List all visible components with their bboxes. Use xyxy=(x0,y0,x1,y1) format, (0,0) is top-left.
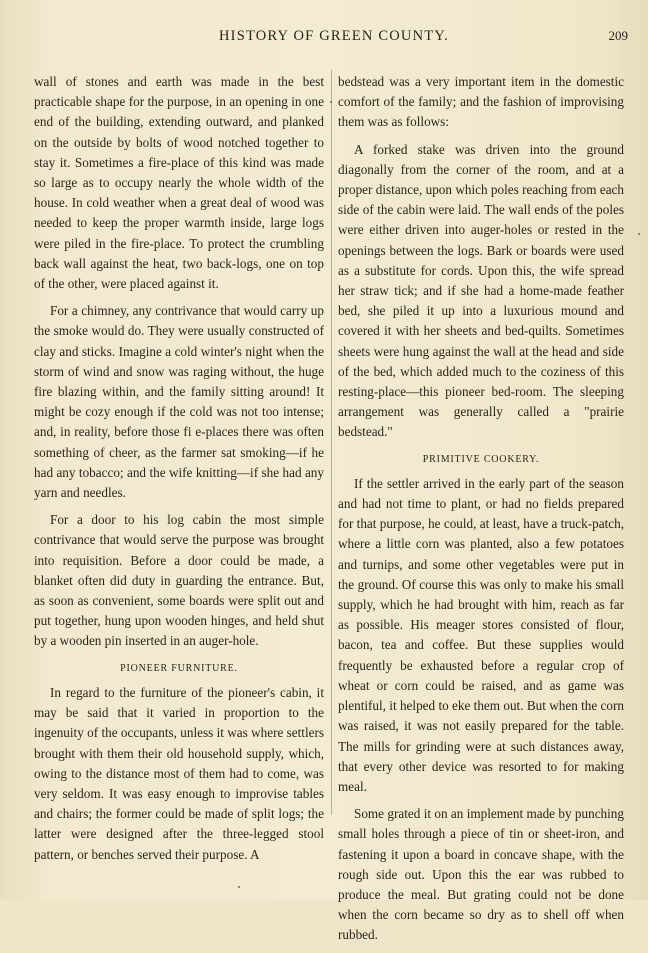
column-divider xyxy=(331,70,332,815)
section-heading-primitive-cookery: PRIMITIVE COOKERY. xyxy=(422,453,540,465)
left-column xyxy=(34,72,324,872)
print-speck xyxy=(238,886,240,888)
paragraph-bedstead-intro: bedstead was a very important item in the domestic comfort of the family; and the fashion of improvising them was as follows: xyxy=(338,74,624,130)
paragraph-prairie-bedstead: A forked stake was driven into the ground diagonally from the corner of the room, and at a proper distance, upon which poles reaching from each side of the cabin were laid. The wall ends of the poles were either driven into auger-holes or rested in the openings between the logs. Bark or boards were used as a substitute for cords. Upon this, the wife spread her straw tick; and if she had a home-made feather bed, she piled it up into a luxurious mound and covered it with her sheets and bed-quilts. Sometimes sheets were hung against the wall at the head and side of the bed, which added much to the coziness of this resting-place—this pioneer bed-room. The sleeping arrangement was generally called a "prairie bedstead." xyxy=(338,141,624,440)
right-column xyxy=(338,72,624,953)
paragraph-door: For a door to his log cabin the most simple contrivance that would serve the purpose was brought into requisition. Before a door could be made, a blanket often did duty in guarding the entrance. But, as soon as convenient, some boards were split out and put together, hung upon wooden hinges, and held shut by a wooden pin inserted in an auger-hole. xyxy=(34,512,324,649)
paragraph-fireplace: wall of stones and earth was made in the best practicable shape for the purpose, in an opening in one end of the building, extending outward, and planked on the outside by bolts of wood notched together to stay it. Sometimes a fire-place of this kind was made so large as to occupy nearly the whole width of the house. In cold weather when a great deal of wood was needed to keep the proper warmth inside, large logs were piled in the fire-place. To protect the crumbling back wall against the heat, two back-logs, one on top of the other, were placed against it. xyxy=(34,74,324,292)
print-speck xyxy=(638,233,640,235)
paragraph-truck-patch: If the settler arrived in the early part of the season and had not time to plant, or had no fields prepared for that purpose, he could, at least, have a truck-patch, where a little corn was planted, also a few potatoes and turnips, and some other vegetables were put in the ground. Of course this was only to make his small supply, which he had brought with him, reach as far as possible. His meager stores consisted of flour, bacon, tea and coffee. But these supplies would frequently be exhausted before a regular crop of wheat or corn could be raised, and as game was plentiful, it helped to eke them out. But when the corn was raised, it was not easily prepared for the table. The mills for grinding were at such distances away, that every other device was resorted to for making meal. xyxy=(338,475,624,794)
paragraph-chimney: For a chimney, any contrivance that would carry up the smoke would do. They were usually constructed of clay and sticks. Imagine a cold winter's night when the storm of wind and snow was raging without, the huge fire blazing within, and the family sitting around! It might be cozy enough if the cold was not too intense; and, in reality, before those fi e-places there was often something of cheer, as the farmer sat smoking—if he had any tobacco; and the wife knitting—if she had any yarn and needles. xyxy=(34,303,324,501)
paragraph-furniture: In regard to the furniture of the pioneer's cabin, it may be said that it varied in proportion to the ingenuity of the occupants, unless it was where settlers brought with them their old household supply, which, owing to the distance most of them had to come, was very seldom. It was easy enough to improvise tables and chairs; the former could be made of split logs; the latter were designed after the three-legged stool pattern, or benches served their purpose. A xyxy=(34,684,324,862)
section-heading-pioneer-furniture: PIONEER FURNITURE. xyxy=(120,662,238,674)
paragraph-grating-corn: Some grated it on an implement made by punching small holes through a piece of tin or sheet-iron, and fastening it upon a board in concave shape, with the rough side out. Upon this the ear was rubbed to produce the meal. But grating could not be done when the corn became so dry as to shell off when rubbed. xyxy=(338,806,624,943)
running-title: HISTORY OF GREEN COUNTY. xyxy=(219,28,449,44)
print-speck xyxy=(330,101,332,103)
page-header xyxy=(38,28,630,50)
page-number: 209 xyxy=(608,28,628,43)
